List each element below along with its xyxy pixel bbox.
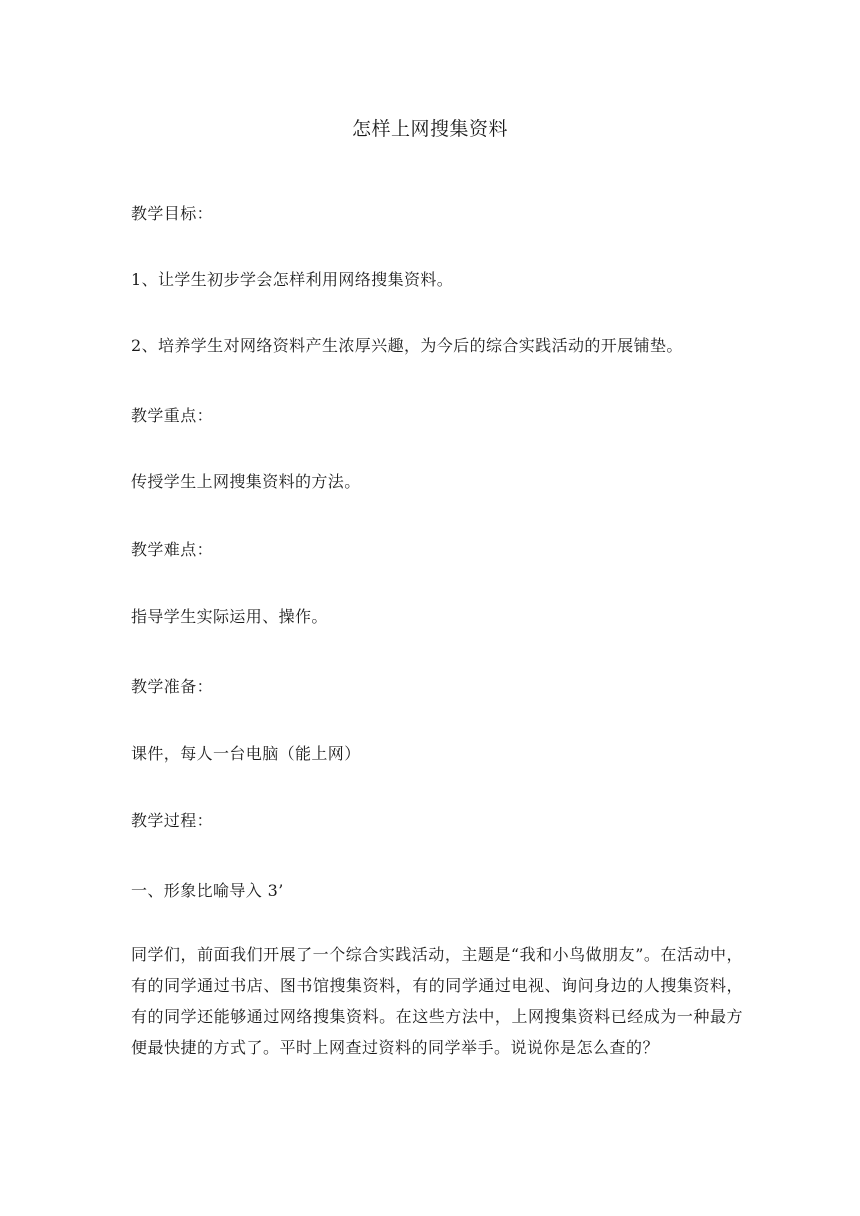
heading-teaching-process: 教学过程： [131, 811, 214, 830]
heading-teaching-difficulty: 教学难点： [131, 540, 214, 559]
teaching-difficulty-text: 指导学生实际运用、操作。 [131, 607, 328, 626]
heading-teaching-preparation: 教学准备： [131, 677, 214, 696]
intro-paragraph: 同学们，前面我们开展了一个综合实践活动，主题是“我和小鸟做朋友”。在活动中，有的同学通过书店、图书馆搜集资料，有的同学通过电视、询问身边的人搜集资料，有的同学还能够通过网络搜集资料。在这些方法中，上网搜集资料已经成为一种最方便最快捷的方式了。平时上网查过资料的同学举手。说说你是怎么查的？ [131, 945, 743, 1057]
document-title: 怎样上网搜集资料 [351, 118, 508, 140]
heading-teaching-focus: 教学重点： [131, 406, 214, 425]
process-section-1-heading: 一、形象比喻导入 3’ [131, 881, 284, 900]
teaching-focus-text: 传授学生上网搜集资料的方法。 [131, 472, 361, 491]
objective-item-1: 1、让学生初步学会怎样利用网络搜集资料。 [131, 270, 454, 289]
teaching-preparation-text: 课件，每人一台电脑（能上网） [131, 744, 361, 763]
objective-item-2: 2、培养学生对网络资料产生浓厚兴趣，为今后的综合实践活动的开展铺垫。 [131, 336, 683, 355]
heading-teaching-objectives: 教学目标： [131, 204, 214, 223]
